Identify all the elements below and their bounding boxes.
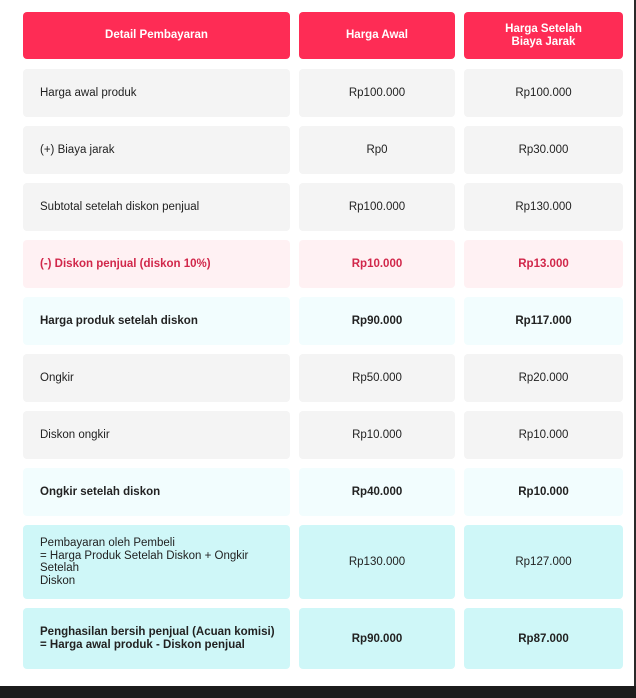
row-harga-setelah: Rp20.000 <box>464 354 623 402</box>
row-harga-awal: Rp10.000 <box>299 411 455 459</box>
row-harga-setelah: Rp13.000 <box>464 240 623 288</box>
row-harga-awal: Rp40.000 <box>299 468 455 516</box>
row-label-subtotal: Harga produk setelah diskon <box>23 297 290 345</box>
row-label: Diskon ongkir <box>23 411 290 459</box>
row-label-line: Diskon <box>40 574 76 587</box>
row-harga-setelah: Rp10.000 <box>464 411 623 459</box>
row-label: Subtotal setelah diskon penjual <box>23 183 290 231</box>
row-label: Harga awal produk <box>23 69 290 117</box>
row-harga-awal: Rp50.000 <box>299 354 455 402</box>
row-harga-setelah: Rp30.000 <box>464 126 623 174</box>
header-label: Harga Awal <box>346 29 408 41</box>
window-edge-bottom <box>0 686 636 698</box>
header-harga-setelah-biaya-jarak <box>464 12 623 59</box>
header-label-line: Biaya Jarak <box>511 35 576 48</box>
row-label-line: Pembayaran oleh Pembeli <box>40 537 175 549</box>
row-label: (+) Biaya jarak <box>23 126 290 174</box>
row-harga-setelah: Rp10.000 <box>464 468 623 516</box>
row-harga-awal: Rp130.000 <box>299 525 455 599</box>
header-harga-awal <box>299 12 455 59</box>
row-harga-awal: Rp10.000 <box>299 240 455 288</box>
row-harga-setelah: Rp117.000 <box>464 297 623 345</box>
row-harga-setelah: Rp100.000 <box>464 69 623 117</box>
payment-detail-table <box>23 12 623 678</box>
row-label-line: = Harga Produk Setelah Diskon + Ongkir Setelah <box>40 549 249 574</box>
header-label-line: Harga Setelah <box>505 23 582 35</box>
row-harga-setelah: Rp87.000 <box>464 608 623 669</box>
header-label: Detail Pembayaran <box>105 29 208 41</box>
row-harga-awal: Rp90.000 <box>299 608 455 669</box>
header-detail-pembayaran <box>23 12 290 59</box>
row-label-total-pembeli <box>23 525 290 599</box>
row-label-discount: (-) Diskon penjual (diskon 10%) <box>23 240 290 288</box>
row-harga-awal: Rp90.000 <box>299 297 455 345</box>
row-label-line: = Harga awal produk - Diskon penjual <box>40 638 245 651</box>
row-harga-awal: Rp100.000 <box>299 69 455 117</box>
row-label: Ongkir <box>23 354 290 402</box>
row-harga-awal: Rp100.000 <box>299 183 455 231</box>
row-harga-setelah: Rp127.000 <box>464 525 623 599</box>
row-label-line: Penghasilan bersih penjual (Acuan komisi) <box>40 626 275 638</box>
row-label-subtotal: Ongkir setelah diskon <box>23 468 290 516</box>
row-harga-setelah: Rp130.000 <box>464 183 623 231</box>
row-harga-awal: Rp0 <box>299 126 455 174</box>
row-label-penghasilan-bersih <box>23 608 290 669</box>
